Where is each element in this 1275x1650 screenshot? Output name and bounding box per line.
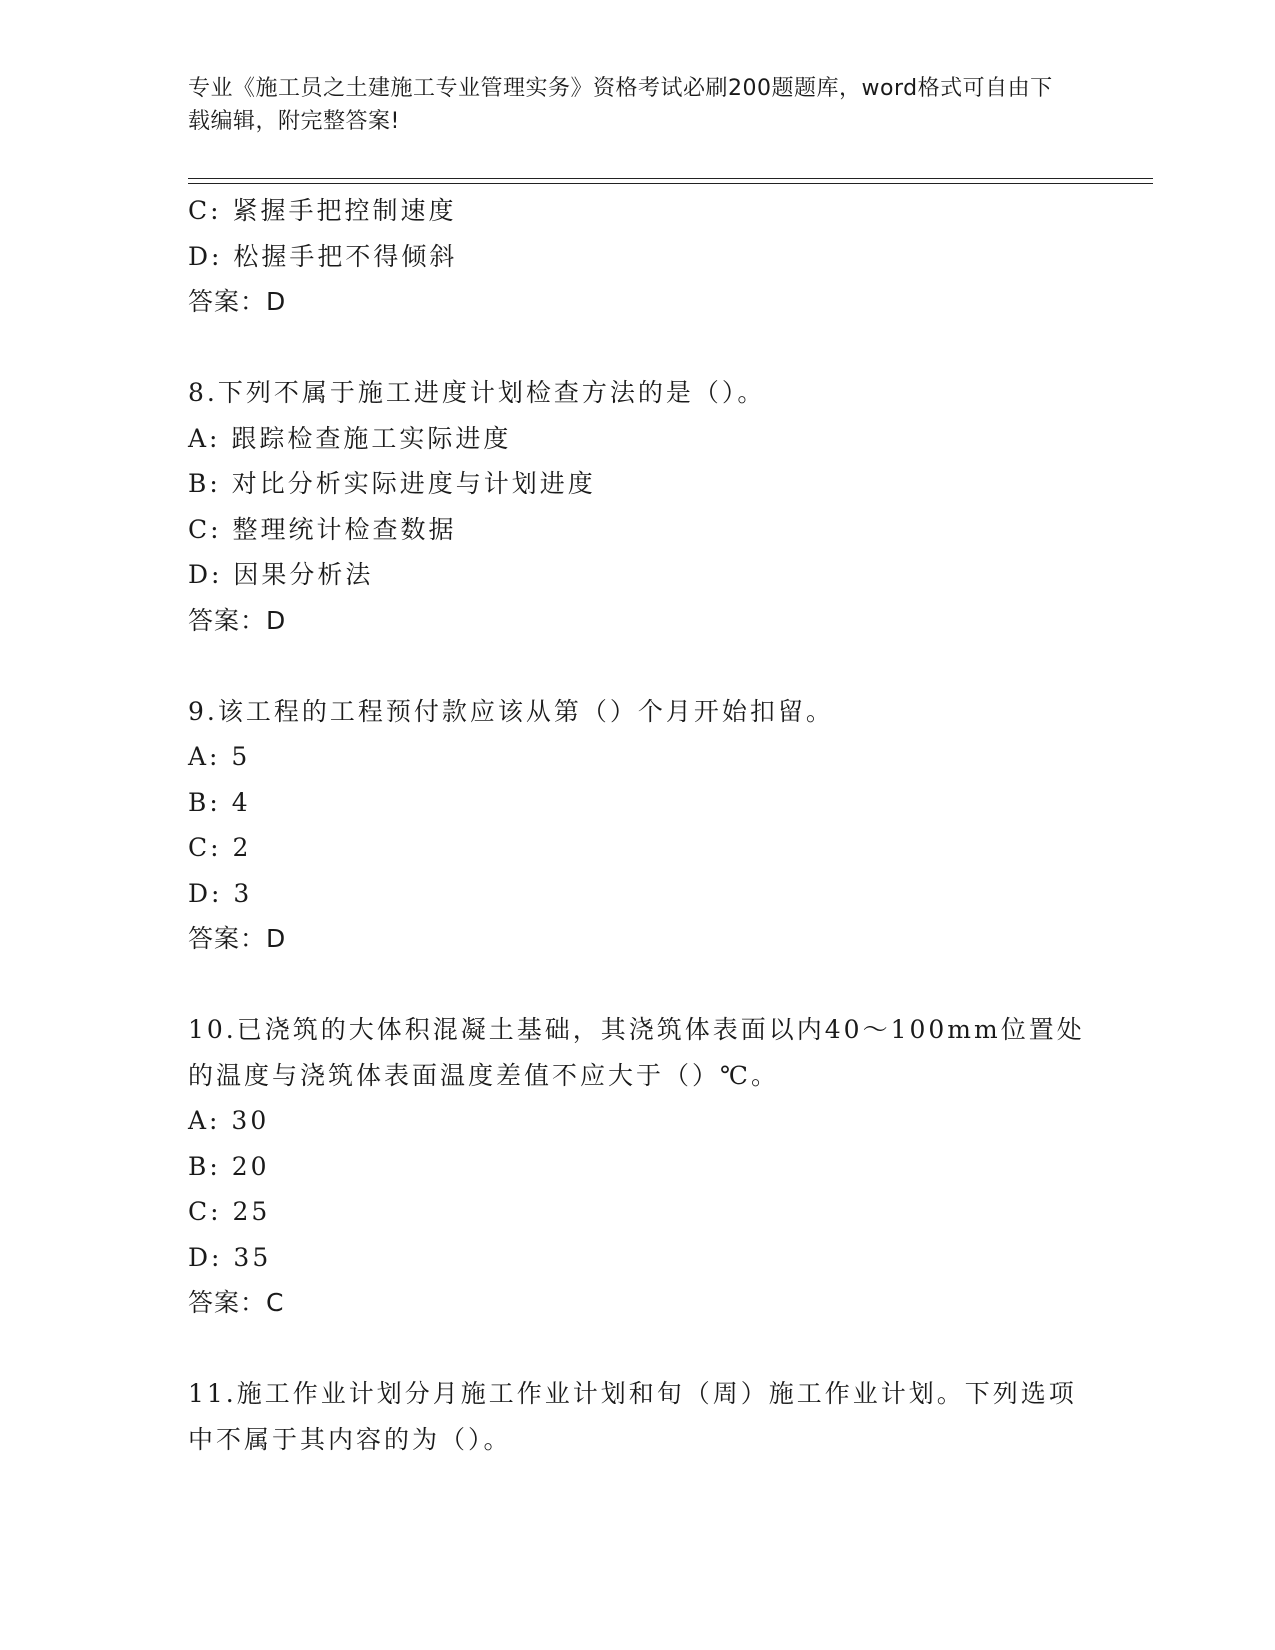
answer-line: 答案：C (188, 1288, 285, 1317)
option-d: D: 松握手把不得倾斜 (188, 241, 458, 271)
option-d: D: 35 (188, 1242, 272, 1272)
question-text: 9.该工程的工程预付款应该从第（）个月开始扣留。 (188, 696, 834, 726)
option-c: C: 25 (188, 1197, 271, 1226)
option-c: C: 2 (188, 833, 252, 862)
question-text: 11.施工作业计划分月施工作业计划和旬（周）施工作业计划。下列选项中不属于其内容的为（）。 (188, 1379, 1077, 1454)
question-list (188, 188, 1088, 1462)
header-rule-top (188, 178, 1153, 179)
question-text: 10.已浇筑的大体积混凝土基础，其浇筑体表面以内40～100mm位置处的温度与浇筑体表面温度差值不应大于（）℃。 (188, 1015, 1085, 1090)
option-b: B: 对比分析实际进度与计划进度 (188, 469, 596, 498)
option-c: C: 紧握手把控制速度 (188, 196, 457, 225)
answer-line: 答案：D (188, 605, 287, 635)
answer-line: 答案：D (188, 924, 287, 953)
question-text: 8.下列不属于施工进度计划检查方法的是（）。 (188, 378, 766, 407)
option-b: B: 4 (188, 787, 251, 817)
option-a: A: 跟踪检查施工实际进度 (188, 423, 512, 453)
option-c: C: 整理统计检查数据 (188, 514, 457, 544)
option-d: D: 3 (188, 878, 253, 908)
spacer (188, 325, 1088, 371)
question-tail (188, 188, 1088, 325)
answer-line: 答案：D (188, 287, 287, 316)
header-rule-bottom (188, 183, 1153, 184)
header-title: 专业《施工员之土建施工专业管理实务》资格考试必刷200题题库，word格式可自由下载编辑，附完整答案! (188, 76, 1053, 134)
spacer (188, 962, 1088, 1008)
question-10 (188, 1007, 1088, 1326)
spacer (188, 643, 1088, 689)
question-9 (188, 689, 1088, 962)
question-11 (188, 1371, 1088, 1462)
spacer (188, 1326, 1088, 1372)
document-header (188, 72, 1068, 138)
question-8 (188, 370, 1088, 643)
option-b: B: 20 (188, 1151, 270, 1181)
option-a: A: 30 (188, 1106, 270, 1135)
option-d: D: 因果分析法 (188, 560, 374, 589)
option-a: A: 5 (188, 742, 251, 771)
